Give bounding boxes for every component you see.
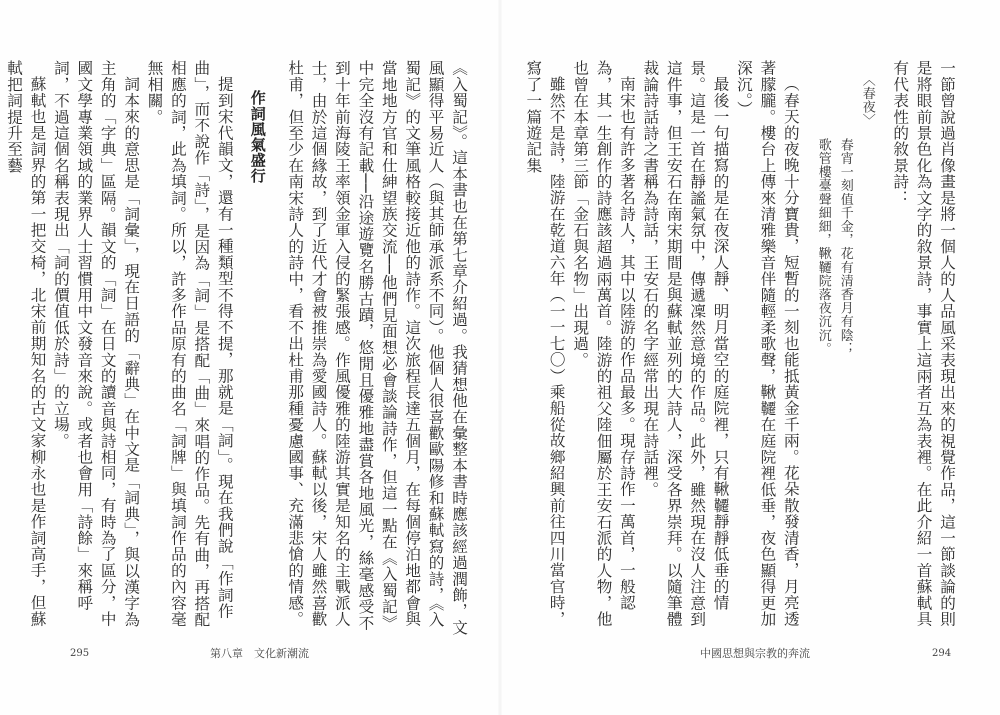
paragraph: 提到宋代韻文，還有一種類型不得不提，那就是「詞」。現在我們說「作詞作曲」，而不說作「詩」，是因為「詞」是搭配「曲」來唱的作品。先有曲，再搭配相應的詞，此為填詞。所以，許多作品原有的曲名「詞牌」與填詞作品的內容毫無相關。 xyxy=(145,60,234,628)
poem-translation: （春天的夜晚十分寶貴，短暫的一刻也能抵黃金千兩。花朵散發清香，月亮透著朦朧。樓台上傳來清雅樂音伴隨輕柔歌聲，鞦韆在庭院裡低垂，夜色顯得更加深沉。） xyxy=(734,60,800,627)
paragraph-continuation: 一節曾說過肖像畫是將一個人的人品風采表現出來的視覺作品，這一節談論的則是將眼前景色化為文字的敘景詩，事實上這兩者互為表裡。在此介紹一首蘇軾具有代表性的敘景詩： xyxy=(891,60,956,627)
poem-line: 春宵一刻值千金，花有清香月有陰； xyxy=(837,138,853,356)
paragraph: 詞本來的意思是「詞彙」，現在日語的「辭典」在中文是「詞典」，與以漢字為主角的「字典」區隔。韻文的「詞」在日文的讀音與詩相同，有時為了區分，中國文學專業領域的業界人士習慣用中文發音來說。或者也會用「詩餘」來稱呼詞，不過這個名稱表現出「詞的價值低於詩」的立場。 xyxy=(51,60,141,627)
section-heading: 作詞風氣盛行 xyxy=(248,90,267,184)
running-head: 第八章 文化新潮流 xyxy=(210,647,309,660)
right-page-body xyxy=(524,60,958,640)
left-page-body xyxy=(5,60,470,640)
paragraph: 蘇軾也是詞界的第一把交椅，北宋前期知名的古文家柳永也是作詞高手，但蘇軾把詞提升至藝 xyxy=(5,60,47,627)
spacer xyxy=(802,60,812,640)
spacer xyxy=(878,60,888,640)
poem-title: 〈春夜〉 xyxy=(859,73,875,128)
paragraph: 雖然不是詩，陸游在乾道六年（一一七〇）乘船從故鄉紹興前往四川當官時，寫了一篇遊記集 xyxy=(524,60,566,627)
right-page xyxy=(500,0,1000,715)
poem-line: 歌管樓臺聲細細，鞦韆院落夜沉沉。 xyxy=(815,138,831,356)
running-head: 中國思想與宗教的奔流 xyxy=(700,647,810,660)
page-number: 295 xyxy=(70,648,90,659)
page-number: 294 xyxy=(932,648,952,659)
paragraph: 南宋也有許多著名詩人，其中以陸游的作品最多。現存詩作一萬首，一般認為，其一生創作的詩應該超過兩萬首。陸游的祖父陸佃屬於王安石派的人物，他也曾在本章第三節「金石與名物」出現過。 xyxy=(571,60,636,627)
paragraph: 最後一句描寫的是在夜深人靜、明月當空的庭院裡，只有鞦韆靜靜低垂的情景。這是一首在靜謐氣氛中，傳遞凜然意境的作品。此外，雖然現在沒人注意到這件事，但王安石在南宋期間是與蘇軾並列的大詩人，深受各界崇拜。以隨筆體裁論詩話詩之書稱為詩話，王安石的名字經常出現在詩話裡。 xyxy=(641,60,730,627)
paragraph-continuation: 《入蜀記》。這本書也在第七章介紹過。我猜想他在彙整本書時應該經過潤飾，文風顯得平易近人（與其師承派系不同）。他個人很喜歡歐陽修和蘇軾寫的詩，《入蜀記》的文筆風格較接近他的詩作。這次旅程長達五個月，在每個停泊地都會與當地地方官和仕紳望族交流──他們見面想必會談論詩作，但這一點在《入蜀記》中完全沒有記載──沿途遊覽名勝古蹟，悠閒且優雅地盡賞各地風光，絲毫感受不到十年前海陵王率領金軍入侵的緊張感。作風優雅的陸游其實是知名的主戰派人士，由於這個緣故，到了近代才會被推崇為愛國詩人。蘇軾以後，宋人雖然喜歡杜甫，但至少在南宋詩人的詩中，看不出杜甫那種憂慮國事、充滿悲愴的情感。 xyxy=(286,60,468,636)
